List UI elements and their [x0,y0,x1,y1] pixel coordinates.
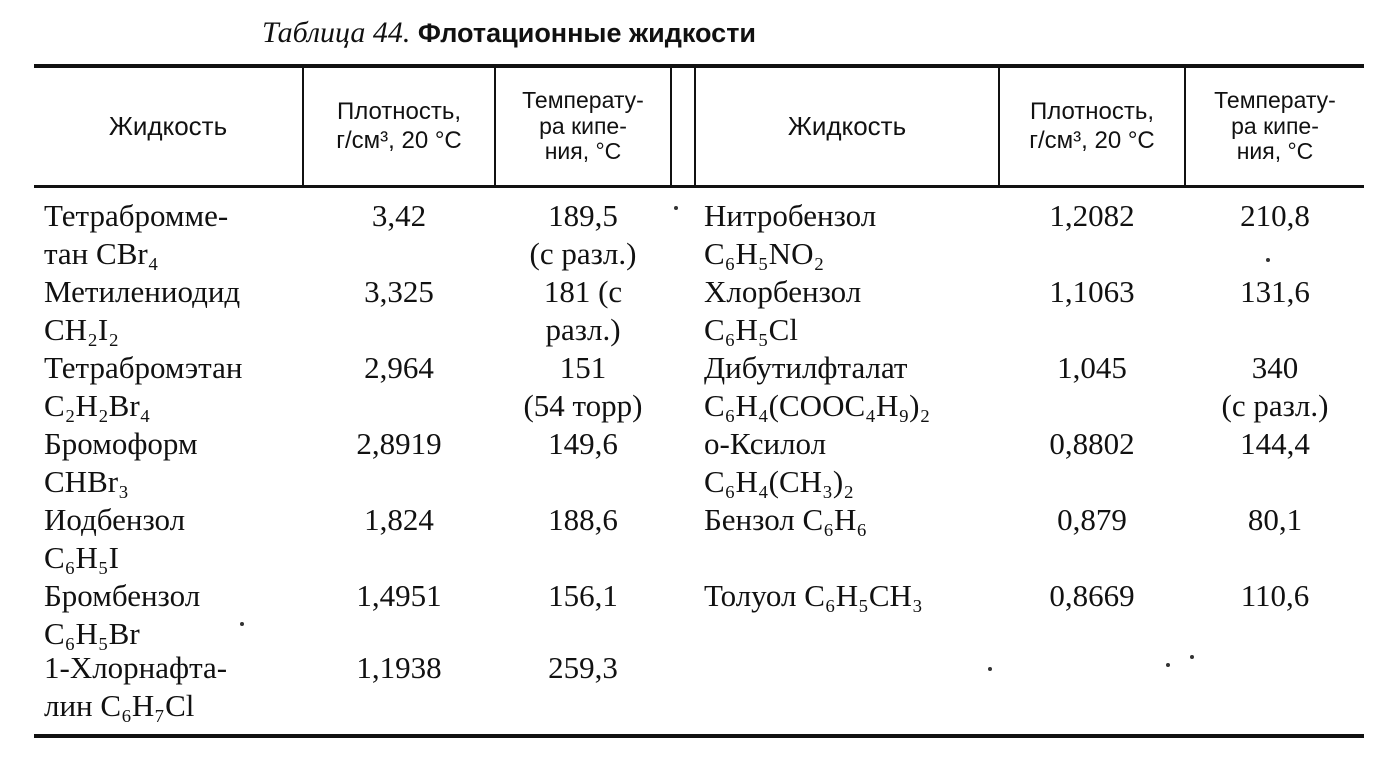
liquid-name-line: C₆H₄(COOC₄H₉)₂ [704,388,931,423]
density-value: 2,8919 [356,426,442,461]
boiling-value-line: 210,8 [1240,198,1310,233]
header-density-right [1000,68,1184,185]
liquid-name-line: 1-Хлорнафта- [44,650,228,685]
boiling-value-line: 144,4 [1240,426,1310,461]
table-row-name [44,577,200,653]
header-liquid-left [34,68,302,185]
liquid-name-line: Метилениодид [44,274,241,309]
header-rule [34,185,1364,188]
header-boiling-right [1186,68,1364,185]
table-row-density [304,649,494,687]
liquid-name-line: C₂H₂Br₄ [44,388,151,423]
density-value: 1,2082 [1049,198,1135,233]
density-value: 1,4951 [356,578,442,613]
liquid-name-line: Бромоформ [44,426,198,461]
liquid-name-line: Дибутилфталат [704,350,908,385]
table-row-density [1000,577,1184,615]
density-value: 3,325 [364,274,434,309]
liquid-name-line: CH₂I₂ [44,312,120,347]
density-value: 1,045 [1057,350,1127,385]
density-value: 1,1063 [1049,274,1135,309]
table-row-boiling [496,649,670,687]
table-row-boiling [496,425,670,463]
table-row-name [44,197,228,273]
scan-speck [1190,655,1194,659]
table-row-density [304,577,494,615]
table-caption [262,10,756,56]
table-row-boiling [1186,197,1364,235]
boiling-value-line: 131,6 [1240,274,1310,309]
density-value: 1,824 [364,502,434,537]
density-value: 0,8802 [1049,426,1135,461]
liquid-name-line: Бензол C₆H₆ [704,502,868,537]
density-value: 1,1938 [356,650,442,685]
header-liquid-label: Жидкость [787,110,907,141]
table-row-name [44,273,240,349]
table-row-name [44,501,185,577]
liquid-name-line: Толуол C₆H₅CH₃ [704,578,923,613]
liquid-name-line: Тетрабромэтан [44,350,243,385]
scan-speck [674,206,678,210]
table-row-boiling [496,349,670,425]
scan-speck [240,622,244,626]
density-value: 0,879 [1057,502,1127,537]
table-row-name [704,501,867,539]
table-row-boiling [496,273,670,349]
scan-speck [988,667,992,671]
liquid-name-line: Тетрабромме- [44,198,229,233]
table-row-boiling [1186,349,1364,425]
boiling-value-line: 151 [559,350,607,385]
liquid-name-line: C₆H₄(CH₃)₂ [704,464,855,499]
liquid-name-line: Нитробензол [704,198,877,233]
header-density-line: Плотность, [336,97,462,125]
table-row-density [1000,425,1184,463]
liquid-name-line: лин C₆H₇Cl [44,688,195,723]
liquid-name-line: Иодбензол [44,502,186,537]
table-row-name [704,425,854,501]
scan-speck [1166,663,1170,667]
table-row-density [1000,501,1184,539]
boiling-value-line: разл.) [545,312,621,347]
table-row-name [704,349,930,425]
header-boiling-line: ния, °С [544,138,622,165]
density-value: 0,8669 [1049,578,1135,613]
table-row-density [304,349,494,387]
header-boiling-left [496,68,670,185]
boiling-value-line: 80,1 [1247,502,1303,537]
boiling-value-line: (54 торр) [523,388,643,423]
header-boiling-line: ра кипе- [539,112,627,139]
table-row-boiling [1186,273,1364,311]
table-row-boiling [496,577,670,615]
table-row-name [44,425,198,501]
boiling-value-line: (с разл.) [1221,388,1329,423]
liquid-name-line: C₆H₅Br [44,616,140,651]
boiling-value-line: 189,5 [548,198,618,233]
liquid-name-line: о-Ксилол [704,426,827,461]
liquid-name-line: тан CBr₄ [44,236,159,271]
liquid-name-line: Бромбензол [44,578,201,613]
header-boiling-line: Температу- [522,86,644,113]
caption-label: Таблица 44. [262,16,411,49]
header-boiling-line: ра кипе- [1231,112,1319,139]
table-row-boiling [1186,577,1364,615]
liquid-name-line: C₆H₅NO₂ [704,236,825,271]
liquid-name-line: C₆H₅Cl [704,312,798,347]
table-row-density [304,425,494,463]
header-density-line: г/см³, 20 °С [336,126,462,154]
header-liquid-right [696,68,998,185]
density-value: 2,964 [364,350,434,385]
header-boiling-line: ния, °С [1236,138,1314,165]
table-row-boiling [1186,425,1364,463]
header-liquid-label: Жидкость [108,110,228,141]
table-row-boiling [496,501,670,539]
table-row-boiling [1186,501,1364,539]
table-row-density [304,273,494,311]
liquid-name-line: CHBr₃ [44,464,129,499]
table-row-name [704,273,861,349]
table-row-name [44,349,242,425]
header-density-line: г/см³, 20 °С [1029,126,1155,154]
table-row-boiling [496,197,670,273]
boiling-value-line: 149,6 [548,426,618,461]
density-value: 3,42 [371,198,427,233]
boiling-value-line: 259,3 [548,650,618,685]
table-row-density [1000,197,1184,235]
liquid-name-line: C₆H₅I [44,540,120,575]
header-density-left [304,68,494,185]
caption-title: Флотационные жидкости [417,18,757,48]
boiling-value-line: 188,6 [548,502,618,537]
header-boiling-line: Температу- [1214,86,1336,113]
boiling-value-line: 340 [1251,350,1299,385]
boiling-value-line: 156,1 [548,578,618,613]
header-density-line: Плотность, [1029,97,1155,125]
boiling-value-line: 110,6 [1240,578,1310,613]
table-row-name [44,649,227,725]
table-row-name [704,577,923,615]
table-row-density [1000,273,1184,311]
boiling-value-line: 181 (с [543,274,623,309]
table-row-density [1000,349,1184,387]
bottom-rule [34,734,1364,738]
table-row-density [304,197,494,235]
liquid-name-line: Хлорбензол [704,274,862,309]
header-divider [670,68,672,185]
boiling-value-line: (с разл.) [529,236,637,271]
scan-speck [1266,258,1270,262]
table-row-name [704,197,876,273]
table-row-density [304,501,494,539]
